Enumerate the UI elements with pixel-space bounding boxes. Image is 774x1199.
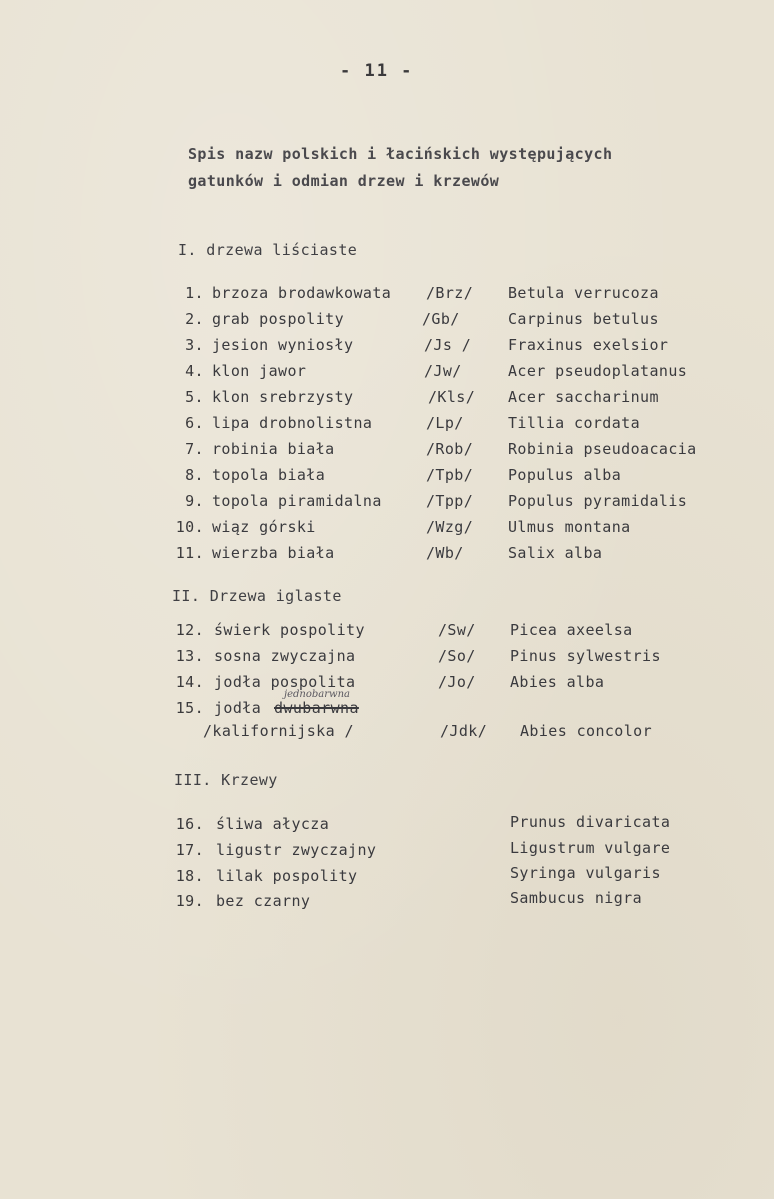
latin-name: Tillia cordata <box>508 414 641 432</box>
latin-name: Syringa vulgaris <box>510 864 661 882</box>
latin-name: Ulmus montana <box>508 518 631 536</box>
polish-name: wiąz górski <box>212 518 316 536</box>
polish-name: wierzba biała <box>212 544 335 562</box>
section-heading-shrubs: III. Krzewy <box>174 771 278 789</box>
polish-name: topola piramidalna <box>212 492 382 510</box>
section-heading-conifers: II. Drzewa iglaste <box>172 587 342 605</box>
latin-name: Sambucus nigra <box>510 889 643 907</box>
polish-name: ligustr zwyczajny <box>216 841 377 859</box>
latin-name: Picea axeelsa <box>510 621 633 639</box>
species-code: /Jw/ <box>424 362 462 380</box>
polish-name: klon jawor <box>212 362 307 380</box>
latin-name: Fraxinus exelsior <box>508 336 669 354</box>
latin-name: Abies concolor <box>520 722 653 740</box>
row-number: 4. <box>185 362 204 380</box>
species-code: /Tpp/ <box>426 492 474 510</box>
species-code: /Jdk/ <box>440 722 488 740</box>
polish-name: lipa drobnolistna <box>212 414 373 432</box>
row-number: 5. <box>185 388 204 406</box>
row-number: 12. <box>175 621 204 639</box>
page-number: - 11 - <box>340 61 414 81</box>
latin-name: Betula verrucoza <box>508 284 659 302</box>
polish-name: klon srebrzysty <box>212 388 354 406</box>
polish-name: jodła pospolita <box>214 673 356 691</box>
polish-name: świerk pospolity <box>214 621 365 639</box>
section-heading-deciduous: I. drzewa liściaste <box>178 241 358 259</box>
row-number: 9. <box>185 492 204 510</box>
polish-name: sosna zwyczajna <box>214 647 356 665</box>
latin-name: Populus alba <box>508 466 622 484</box>
species-code: /Tpb/ <box>426 466 474 484</box>
row-number: 8. <box>185 466 204 484</box>
latin-name: Salix alba <box>508 544 603 562</box>
species-code: /Wb/ <box>426 544 464 562</box>
latin-name: Acer saccharinum <box>508 388 659 406</box>
row-number: 13. <box>175 647 204 665</box>
latin-name: Robinia pseudoacacia <box>508 440 697 458</box>
row-number: 18. <box>175 867 204 885</box>
document-title-line-1: Spis nazw polskich i łacińskich występujących <box>188 145 613 163</box>
row-number: 2. <box>185 310 204 328</box>
polish-name-struck: dwubarwna <box>274 699 359 717</box>
row-number: 1. <box>185 284 204 302</box>
species-code: /So/ <box>438 647 476 665</box>
latin-name: Pinus sylwestris <box>510 647 661 665</box>
latin-name: Carpinus betulus <box>508 310 659 328</box>
species-code: /Wzg/ <box>426 518 474 536</box>
species-code: /Brz/ <box>426 284 474 302</box>
latin-name: Ligustrum vulgare <box>510 839 671 857</box>
species-code: /Kls/ <box>428 388 476 406</box>
row-number: 10. <box>175 518 204 536</box>
row-number: 11. <box>175 544 204 562</box>
row-number: 17. <box>175 841 204 859</box>
latin-name: Prunus divaricata <box>510 813 671 831</box>
polish-name: jesion wyniosły <box>212 336 354 354</box>
polish-name-prefix: jodła <box>214 699 262 717</box>
handwritten-correction: jednobarwna <box>284 689 350 700</box>
latin-name: Abies alba <box>510 673 605 691</box>
polish-name-line-2: /kalifornijska / <box>203 722 354 740</box>
polish-name: brzoza brodawkowata <box>212 284 392 302</box>
species-code: /Gb/ <box>422 310 460 328</box>
species-code: /Rob/ <box>426 440 474 458</box>
polish-name: lilak pospolity <box>216 867 358 885</box>
row-number: 19. <box>175 892 204 910</box>
polish-name: topola biała <box>212 466 326 484</box>
polish-name: grab pospolity <box>212 310 345 328</box>
document-title-line-2: gatunków i odmian drzew i krzewów <box>188 172 500 190</box>
latin-name: Populus pyramidalis <box>508 492 688 510</box>
row-number: 3. <box>185 336 204 354</box>
row-number: 15. <box>175 699 204 717</box>
row-number: 6. <box>185 414 204 432</box>
species-code: /Sw/ <box>438 621 476 639</box>
polish-name: śliwa ałycza <box>216 815 330 833</box>
row-number: 14. <box>175 673 204 691</box>
row-number: 16. <box>175 815 204 833</box>
row-number: 7. <box>185 440 204 458</box>
species-code: /Js / <box>424 336 472 354</box>
polish-name: robinia biała <box>212 440 335 458</box>
species-code: /Lp/ <box>426 414 464 432</box>
latin-name: Acer pseudoplatanus <box>508 362 688 380</box>
polish-name: bez czarny <box>216 892 311 910</box>
species-code: /Jo/ <box>438 673 476 691</box>
